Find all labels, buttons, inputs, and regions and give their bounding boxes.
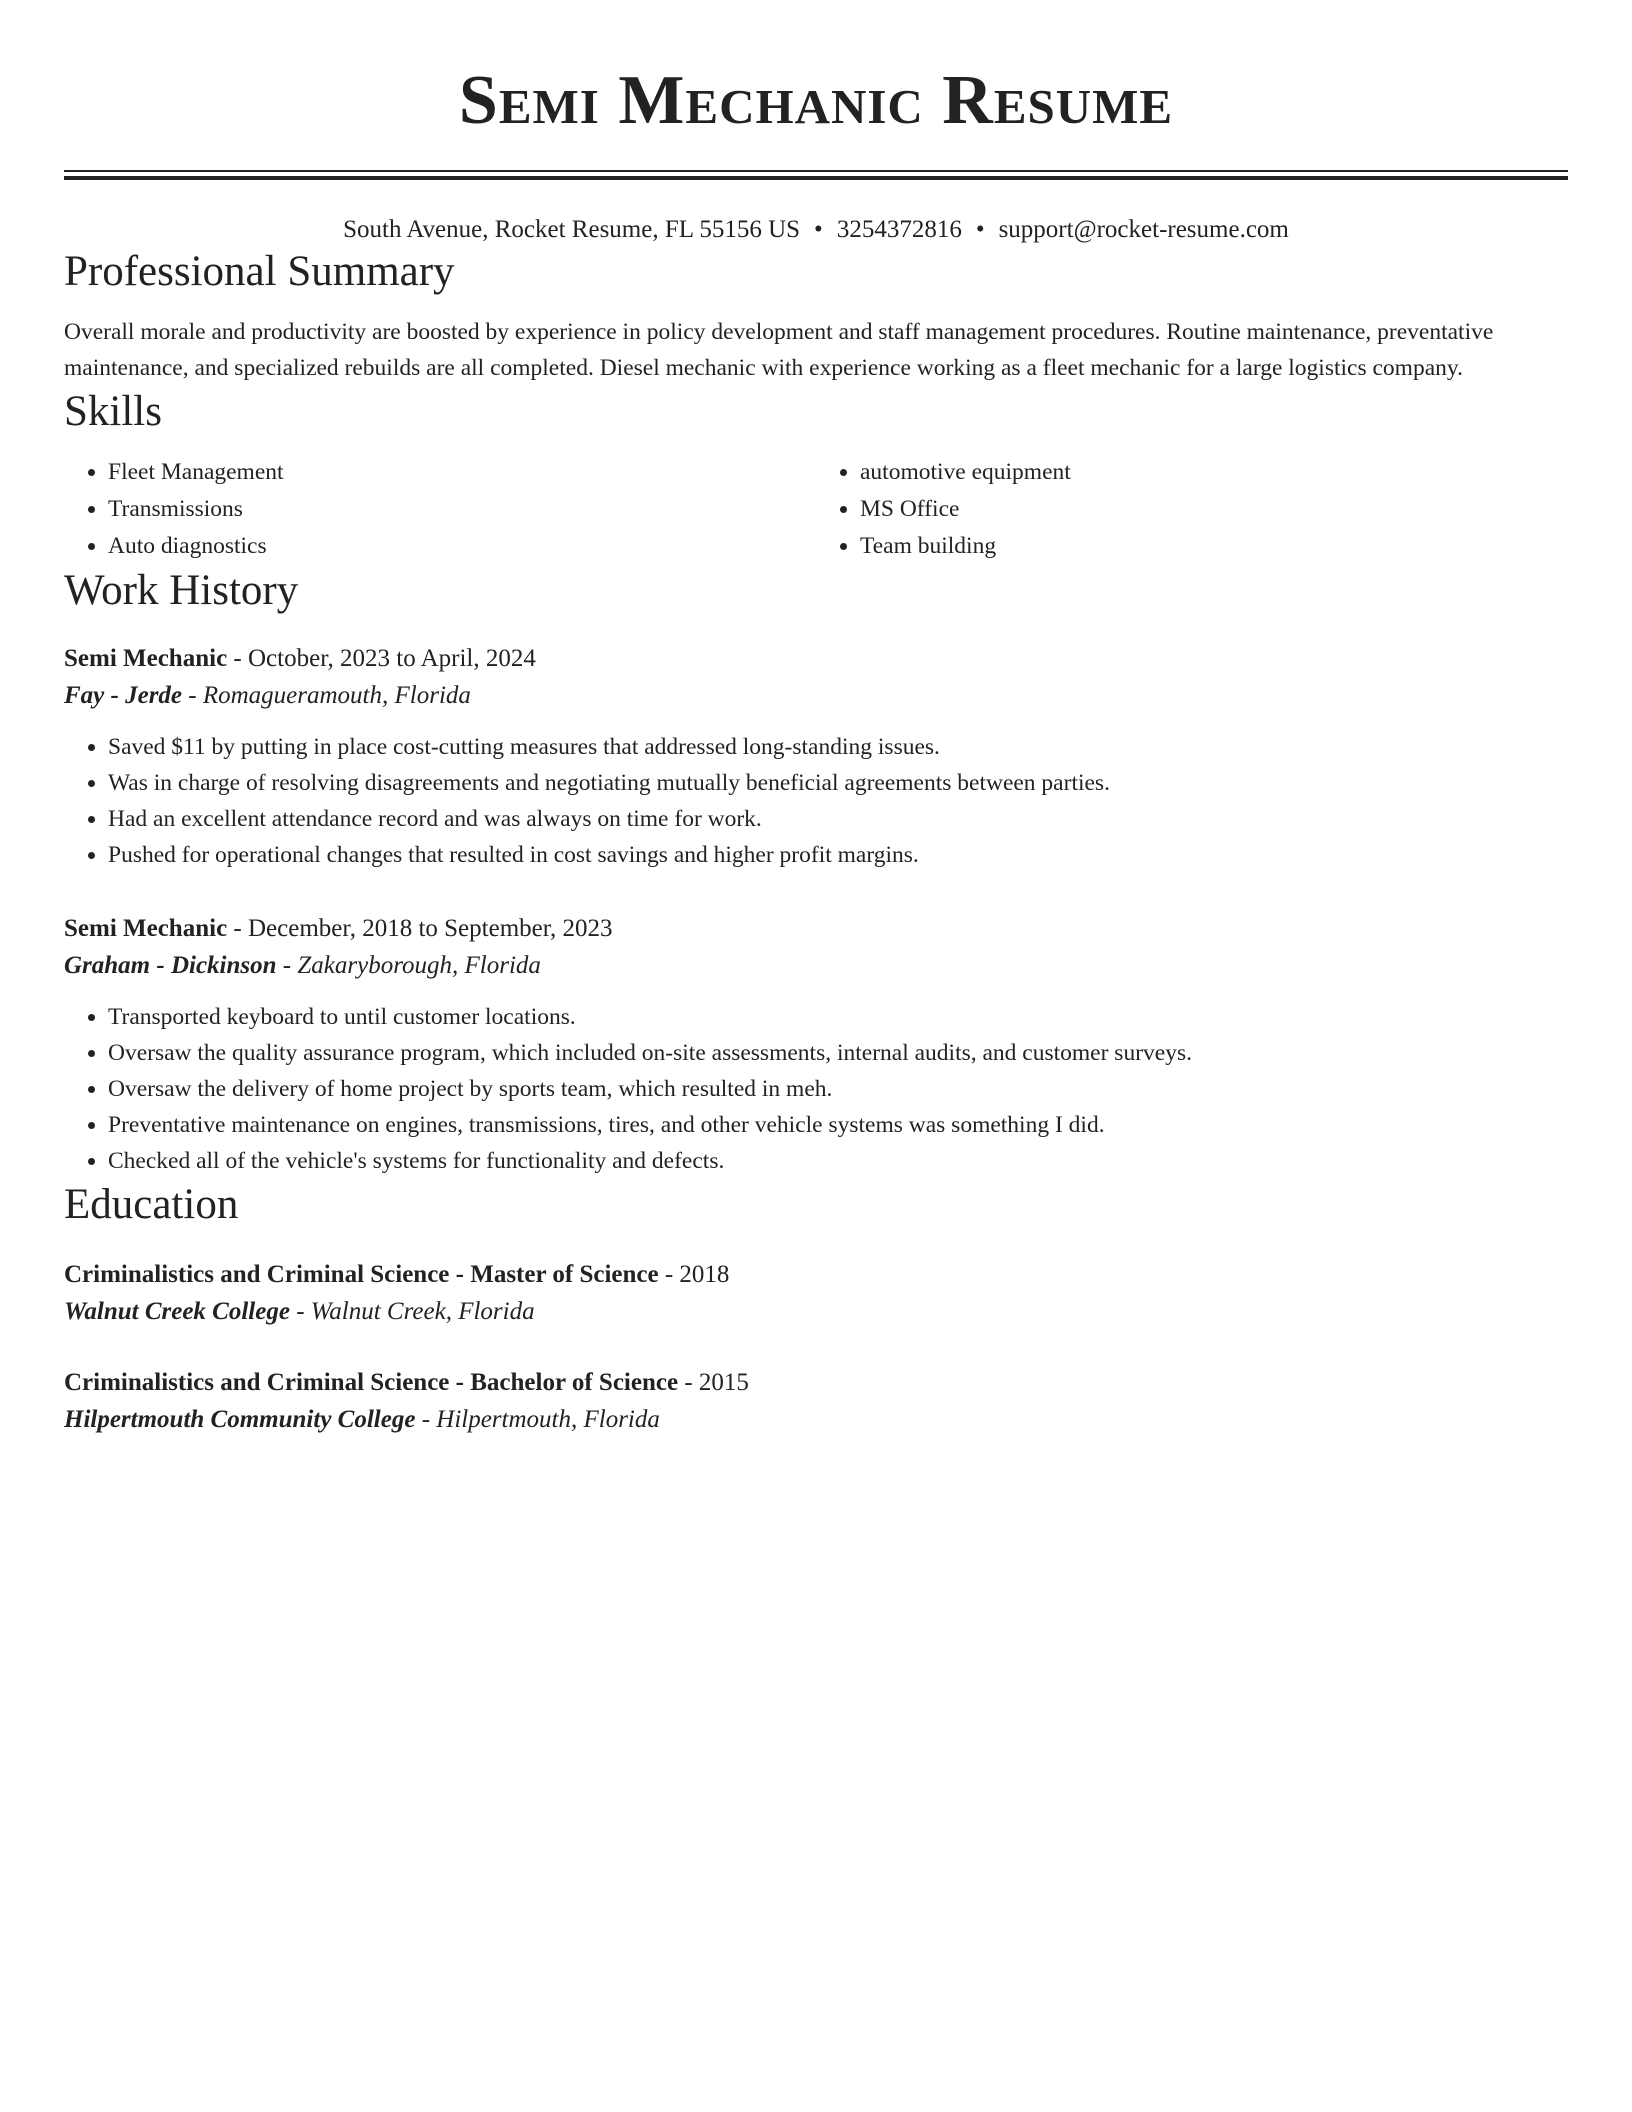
skill-item: • Transmissions bbox=[108, 491, 816, 528]
job-company: Fay - Jerde bbox=[64, 682, 183, 709]
job-title-line bbox=[64, 911, 1568, 947]
job-dates: - October, 2023 to April, 2024 bbox=[227, 645, 536, 672]
job-entry bbox=[64, 911, 1568, 1179]
school-name: Hilpertmouth Community College bbox=[64, 1406, 416, 1433]
school-line bbox=[64, 1293, 1568, 1331]
school-location: - Walnut Creek, Florida bbox=[289, 1298, 535, 1325]
summary-heading: Professional Summary bbox=[64, 248, 455, 295]
skills-heading: Skills bbox=[64, 388, 162, 435]
job-entry bbox=[64, 641, 1568, 873]
education-entry bbox=[64, 1257, 1568, 1331]
job-title: Semi Mechanic bbox=[64, 915, 228, 942]
contact-address: South Avenue, Rocket Resume, FL 55156 US bbox=[343, 216, 801, 243]
job-bullet: • Oversaw the delivery of home project by sports team, which resulted in meh. bbox=[108, 1071, 1568, 1107]
job-bullet: • Checked all of the vehicle's systems for functionality and defects. bbox=[108, 1143, 1568, 1179]
job-dates: - December, 2018 to September, 2023 bbox=[227, 915, 613, 942]
contact-phone: 3254372816 bbox=[836, 216, 962, 243]
job-title-line bbox=[64, 641, 1568, 677]
school-location: - Hilpertmouth, Florida bbox=[415, 1406, 660, 1433]
contact-separator: • bbox=[814, 216, 823, 243]
contact-line bbox=[64, 214, 1568, 246]
job-bullet: • Preventative maintenance on engines, transmissions, tires, and other vehicle systems was something I did. bbox=[108, 1107, 1568, 1143]
job-title: Semi Mechanic bbox=[64, 645, 228, 672]
skill-item: • Team building bbox=[860, 528, 1568, 565]
title-divider bbox=[64, 170, 1568, 180]
degree-name: Criminalistics and Criminal Science - Bachelor of Science bbox=[64, 1369, 679, 1396]
skill-item: • MS Office bbox=[860, 491, 1568, 528]
skills-column-right bbox=[816, 454, 1568, 565]
education-entry bbox=[64, 1365, 1568, 1439]
degree-year: - 2018 bbox=[658, 1261, 730, 1288]
job-bullets bbox=[64, 729, 1568, 873]
degree-line bbox=[64, 1257, 1568, 1293]
job-bullet: • Oversaw the quality assurance program, which included on-site assessments, internal audits, and customer surveys. bbox=[108, 1035, 1568, 1071]
skills-column-left bbox=[64, 454, 816, 565]
school-line bbox=[64, 1401, 1568, 1439]
job-bullet: • Pushed for operational changes that resulted in cost savings and higher profit margins. bbox=[108, 837, 1568, 873]
job-bullet: • Was in charge of resolving disagreements and negotiating mutually beneficial agreements between parties. bbox=[108, 765, 1568, 801]
resume-title: Semi Mechanic Resume bbox=[458, 62, 1174, 139]
skills-list bbox=[64, 454, 1568, 565]
contact-email: support@rocket-resume.com bbox=[998, 216, 1289, 243]
skill-item: • automotive equipment bbox=[860, 454, 1568, 491]
education-heading: Education bbox=[64, 1181, 239, 1228]
job-company: Graham - Dickinson bbox=[64, 952, 277, 979]
job-location: - Zakaryborough, Florida bbox=[276, 952, 541, 979]
skill-item: • Auto diagnostics bbox=[108, 528, 816, 565]
degree-line bbox=[64, 1365, 1568, 1401]
job-company-line bbox=[64, 677, 1568, 715]
contact-separator: • bbox=[975, 216, 985, 243]
job-bullets bbox=[64, 999, 1568, 1179]
skill-item: • Fleet Management bbox=[108, 454, 816, 491]
degree-name: Criminalistics and Criminal Science - Master of Science bbox=[64, 1261, 659, 1288]
work-history-heading: Work History bbox=[64, 567, 299, 614]
job-bullet: • Saved $11 by putting in place cost-cutting measures that addressed long-standing issues. bbox=[108, 729, 1568, 765]
job-location: - Romagueramouth, Florida bbox=[182, 682, 471, 709]
job-company-line bbox=[64, 947, 1568, 985]
summary-text: Overall morale and productivity are boosted by experience in policy development and staff management procedures. Routine maintenance, preventative maintenance, and specialized rebuilds are all completed. Diesel mechanic with experience working as a fleet mechanic for a large logistics company. bbox=[64, 319, 1494, 381]
job-bullet: • Had an excellent attendance record and was always on time for work. bbox=[108, 801, 1568, 837]
degree-year: - 2015 bbox=[678, 1369, 749, 1396]
job-bullet: • Transported keyboard to until customer locations. bbox=[108, 999, 1568, 1035]
school-name: Walnut Creek College bbox=[64, 1298, 290, 1325]
